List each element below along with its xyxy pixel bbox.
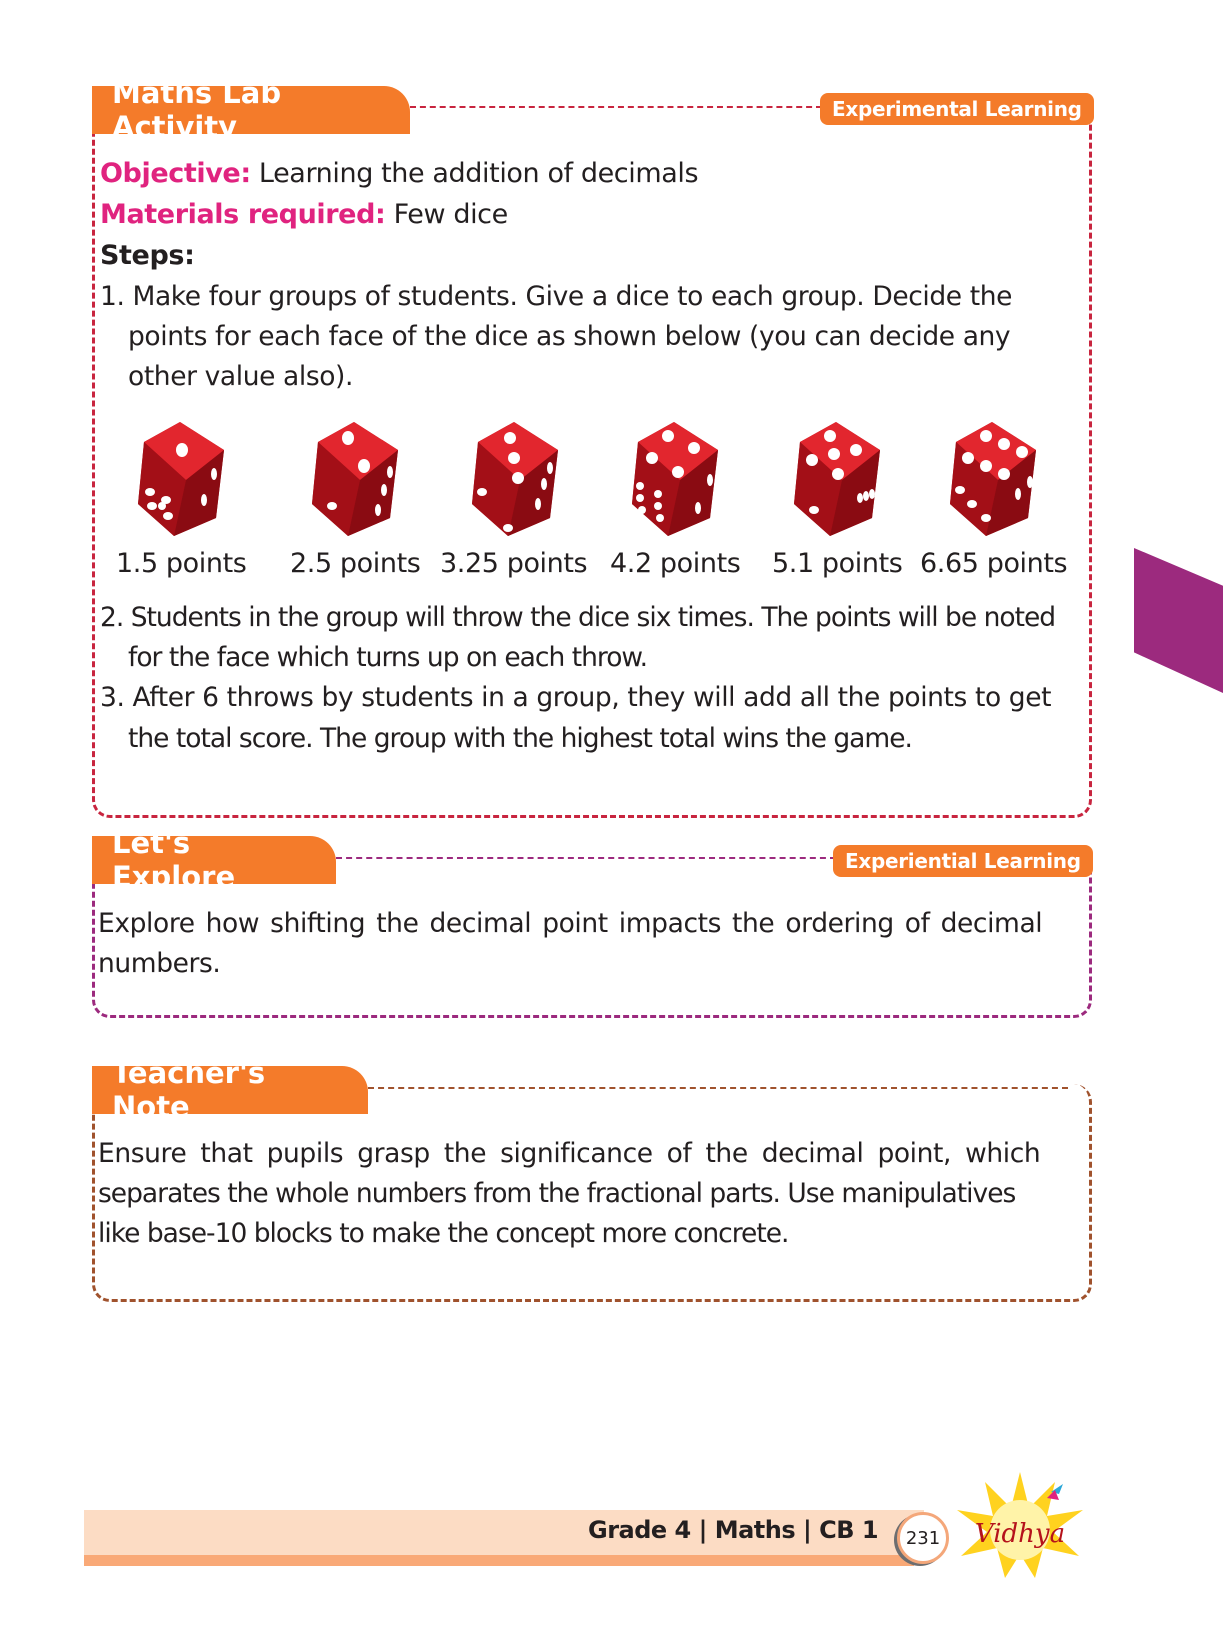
step-3-line-2: the total score. The group with the highest total wins the game.: [128, 723, 912, 754]
die-label-3: 3.25 points: [440, 548, 588, 579]
footer-strip: [84, 1555, 914, 1566]
die-face-5-icon: [790, 420, 882, 538]
vidhya-sun-logo-icon: [955, 1470, 1085, 1580]
chapter-side-tab: [1134, 548, 1223, 693]
teacher-note-title-text: Teacher's Note: [112, 1056, 266, 1124]
step-1-line-2: points for each face of the dice as shown below (you can decide any: [128, 321, 1011, 352]
die-label-1: 1.5 points: [116, 548, 247, 579]
explore-line-1: Explore how shifting the decimal point impacts the ordering of decimal: [98, 908, 1043, 939]
teacher-line-3: like base-10 blocks to make the concept more concrete.: [98, 1218, 789, 1249]
explore-title: [92, 826, 336, 894]
die-face-6-icon: [946, 420, 1038, 538]
step-1-line-3: other value also).: [128, 361, 354, 392]
dice-row: [110, 420, 1080, 590]
objective-line: [100, 154, 698, 194]
objective-label: Objective:: [100, 158, 251, 189]
page-number-text: 231: [905, 1527, 941, 1549]
explore-title-text: Let's Explore: [112, 826, 236, 894]
step-2-line-1: 2. Students in the group will throw the dice six times. The points will be noted: [100, 602, 1056, 633]
die-face-1-icon: [134, 420, 226, 538]
die-face-2-icon: [308, 420, 400, 538]
teacher-header-divider: [368, 1087, 1068, 1089]
materials-text: Few dice: [393, 199, 508, 230]
explore-line-2: numbers.: [98, 948, 221, 979]
materials-label: Materials required:: [100, 199, 386, 230]
step-3-line-1: 3. After 6 throws by students in a group, they will add all the points to get: [100, 682, 1052, 713]
die-face-3-icon: [468, 420, 560, 538]
lab-title: [92, 76, 410, 144]
die-label-5: 5.1 points: [772, 548, 903, 579]
die-label-6: 6.65 points: [920, 548, 1068, 579]
explore-badge: Experiential Learning: [833, 845, 1093, 877]
objective-text: Learning the addition of decimals: [258, 158, 699, 189]
teacher-line-1: Ensure that pupils grasp the significance of the decimal point, which: [98, 1138, 1041, 1169]
steps-heading: Steps:: [100, 240, 195, 271]
footer-course-info: Grade 4 | Maths | CB 1: [588, 1516, 879, 1544]
lab-badge: Experimental Learning: [820, 93, 1094, 125]
svg-text:Vidhya: Vidhya: [974, 1519, 1066, 1549]
lab-title-text: Maths Lab Activity: [112, 76, 282, 144]
step-2-line-2: for the face which turns up on each throw.: [128, 642, 648, 673]
step-1-line-1: 1. Make four groups of students. Give a dice to each group. Decide the: [100, 281, 1013, 312]
page-number: [897, 1512, 949, 1564]
materials-line: [100, 195, 508, 235]
die-label-4: 4.2 points: [610, 548, 741, 579]
die-label-2: 2.5 points: [290, 548, 421, 579]
die-face-4-icon: [628, 420, 720, 538]
explore-header-divider: [336, 857, 836, 859]
teacher-note-title: [92, 1056, 368, 1124]
teacher-line-2: separates the whole numbers from the fractional parts. Use manipulatives: [98, 1178, 1016, 1209]
lab-header-divider: [410, 106, 822, 108]
